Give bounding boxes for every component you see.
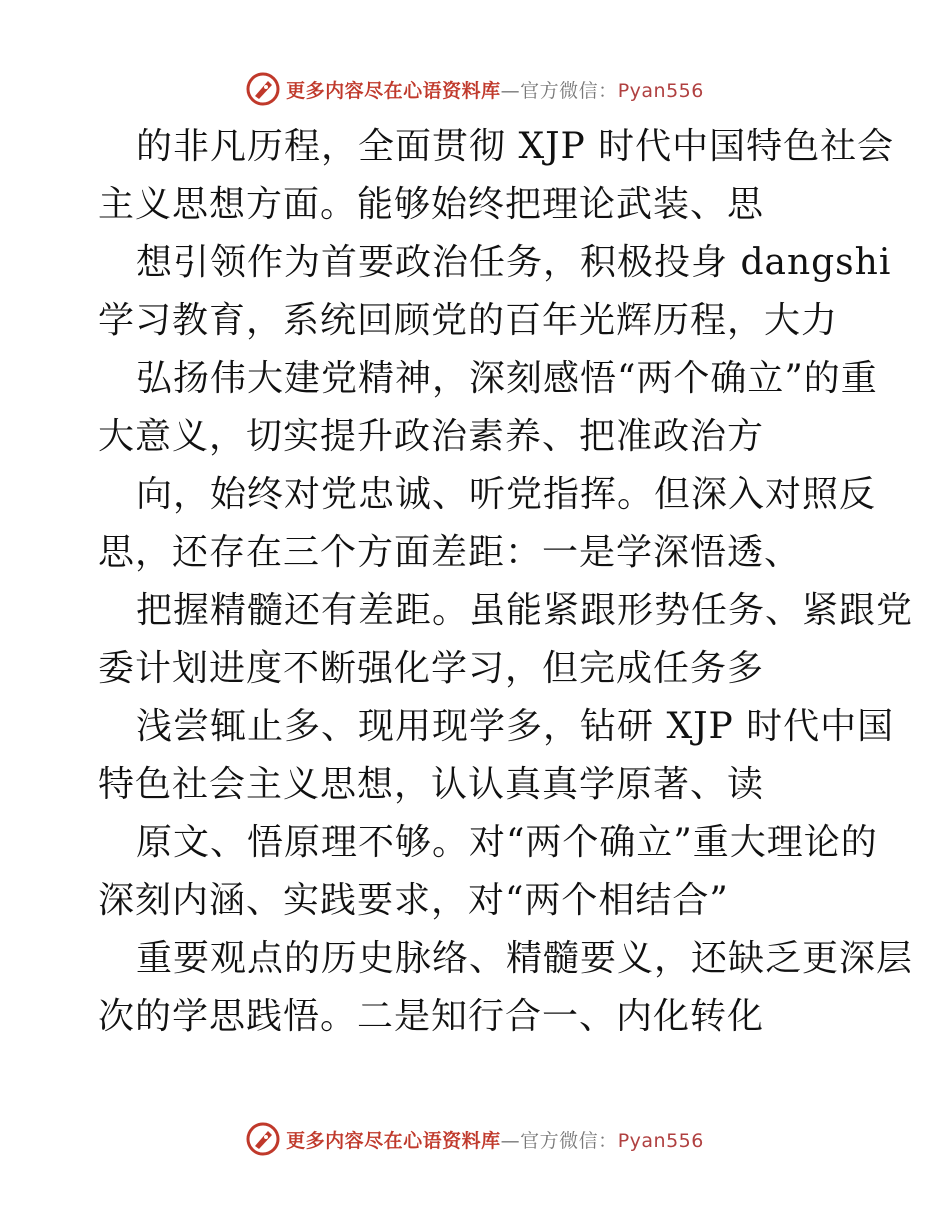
text-line: 的非凡历程，全面贯彻 XJP 时代中国特色社会 (136, 126, 895, 167)
text-line: 委计划进度不断强化学习，但完成任务多 (98, 648, 765, 689)
footer-watermark (0, 1122, 950, 1156)
text-line: 主义思想方面。能够始终把理论武装、思 (98, 184, 765, 225)
watermark-wechat-label: 官方微信： (520, 79, 618, 102)
watermark-separator: — (500, 79, 521, 102)
text-line: 浅尝辄止多、现用现学多，钻研 XJP 时代中国 (136, 706, 895, 747)
text-line: 把握精髓还有差距。虽能紧跟形势任务、紧跟党 (136, 590, 914, 631)
text-line: 大意义，切实提升政治素养、把准政治方 (98, 416, 765, 457)
text-line: 弘扬伟大建党精神，深刻感悟“两个确立”的重 (136, 358, 878, 399)
watermark-wechat-id: Pyan556 (617, 79, 704, 102)
text-line: 原文、悟原理不够。对“两个确立”重大理论的 (136, 822, 878, 863)
pen-nib-logo-icon (246, 72, 280, 106)
text-line: 思，还存在三个方面差距：一是学深悟透、 (98, 532, 802, 573)
watermark-brand-text: 更多内容尽在心语资料库 (286, 1129, 501, 1152)
text-line: 特色社会主义思想，认认真真学原著、读 (98, 764, 765, 805)
watermark-wechat-label: 官方微信： (520, 1129, 618, 1152)
text-line: 次的学思践悟。二是知行合一、内化转化 (98, 996, 765, 1037)
document-body (98, 118, 914, 1046)
watermark-separator: — (500, 1129, 521, 1152)
text-line: 学习教育，系统回顾党的百年光辉历程，大力 (98, 300, 839, 341)
text-line: 想引领作为首要政治任务，积极投身 dangshi (136, 242, 892, 283)
pen-nib-logo-icon (246, 1122, 280, 1156)
text-line: 向，始终对党忠诚、听党指挥。但深入对照反 (136, 474, 877, 515)
text-line: 重要观点的历史脉络、精髓要义，还缺乏更深层 (136, 938, 914, 979)
header-watermark (0, 72, 950, 106)
text-line: 深刻内涵、实践要求，对“两个相结合” (98, 880, 729, 921)
watermark-wechat-id: Pyan556 (617, 1129, 704, 1152)
watermark-brand-text: 更多内容尽在心语资料库 (286, 79, 501, 102)
